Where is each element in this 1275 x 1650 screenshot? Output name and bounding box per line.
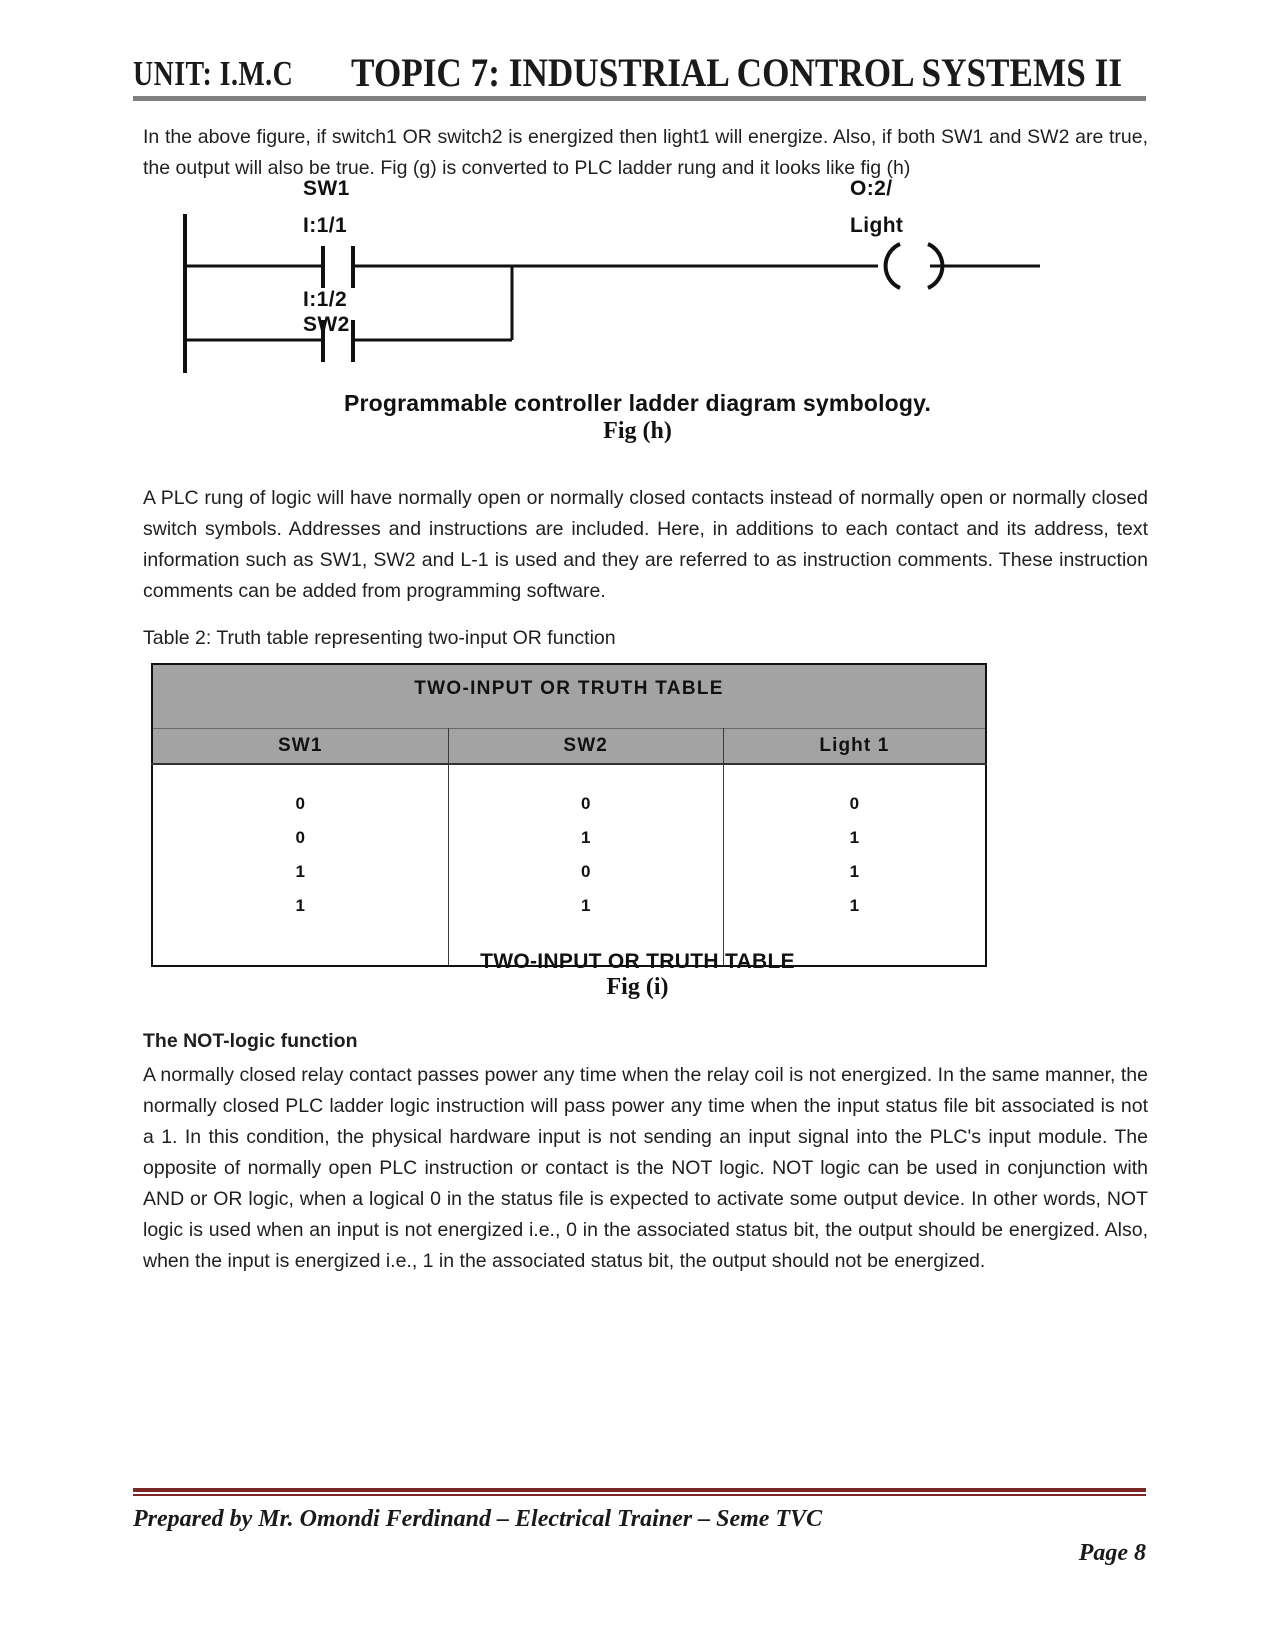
- ladder-label-output-address: O:2/: [850, 177, 893, 200]
- footer-rule-top: [133, 1488, 1146, 1492]
- ladder-label-sw1: SW1: [303, 177, 350, 200]
- cell-sw2: 0: [448, 787, 723, 821]
- cell-light1: 1: [723, 821, 986, 855]
- header-topic-title: TOPIC 7: INDUSTRIAL CONTROL SYSTEMS II: [351, 50, 1123, 95]
- cell-sw1: 0: [152, 787, 448, 821]
- intro-paragraph: In the above figure, if switch1 OR switch2 is energized then light1 will energize. Also, if both SW1 and SW2 are true, the output will also be true. Fig (g) is converted to PLC ladder rung and it looks like fig (h): [143, 126, 1148, 179]
- table-row: [152, 889, 986, 923]
- table-row: [152, 821, 986, 855]
- ladder-label-input2-address: I:1/2: [303, 288, 348, 311]
- truth-table-figure-caption: TWO-INPUT OR TRUTH TABLE: [480, 950, 795, 973]
- not-logic-paragraph: A normally closed relay contact passes power any time when the relay coil is not energized. In the same manner, the normally closed PLC ladder logic instruction will pass power any time when the input status file bit associated is not a 1. In this condition, the physical hardware input is not sending an input signal into the PLC's input module. The opposite of normally open PLC instruction or contact is the NOT logic. NOT logic can be used in conjunction with AND or OR logic, when a logical 0 in the status file is expected to activate some output device. In other words, NOT logic is used when an input is not energized i.e., 0 in the associated status bit, the output should be energized. Also, when the input is energized i.e., 1 in the associated status bit, the output should not be energized.: [143, 1064, 1148, 1272]
- ladder-diagram-svg: [160, 178, 1060, 378]
- cell-sw2: 1: [448, 821, 723, 855]
- ladder-figure-caption: Programmable controller ladder diagram symbology.: [343, 390, 932, 416]
- truth-table-title-row: [152, 664, 986, 729]
- header-unit-label: UNIT: I.M.C: [133, 54, 294, 93]
- cell-sw2: 1: [448, 889, 723, 923]
- not-logic-heading: The NOT-logic function: [143, 1030, 358, 1052]
- cell-sw1: 1: [152, 855, 448, 889]
- column-header-light1: Light 1: [723, 729, 986, 765]
- ladder-label-input1-address: I:1/1: [303, 214, 348, 237]
- cell-light1: 1: [723, 889, 986, 923]
- cell-light1: 1: [723, 855, 986, 889]
- spacer-cell: [448, 764, 723, 787]
- truth-table-figure-number: Fig (i): [606, 974, 669, 1000]
- footer-rule-bottom: [133, 1494, 1146, 1496]
- ladder-label-output-comment: Light: [850, 214, 904, 237]
- table-row: [152, 855, 986, 889]
- ladder-label-sw2: SW2: [303, 313, 350, 336]
- truth-table-header-row: [152, 729, 986, 765]
- column-header-sw1: SW1: [152, 729, 448, 765]
- cell-sw1: 0: [152, 821, 448, 855]
- ladder-diagram-figure: [160, 178, 1060, 378]
- table-caption: Table 2: Truth table representing two-input OR function: [143, 627, 616, 649]
- ladder-figure-number: Fig (h): [603, 418, 672, 444]
- page-header: [133, 33, 1146, 95]
- column-header-sw2: SW2: [448, 729, 723, 765]
- cell-light1: 0: [723, 787, 986, 821]
- table-row: [152, 787, 986, 821]
- spacer-cell: [152, 764, 448, 787]
- footer-page-number: Page 8: [1078, 1540, 1146, 1566]
- plc-rung-paragraph: A PLC rung of logic will have normally open or normally closed contacts instead of normally open or normally closed switch symbols. Addresses and instructions are included. Here, in additions to each contact and its address, text information such as SW1, SW2 and L-1 is used and they are referred to as instruction comments. These instruction comments can be added from programming software.: [143, 487, 1148, 602]
- cell-sw2: 0: [448, 855, 723, 889]
- truth-table: [151, 663, 987, 967]
- footer-prepared-by: Prepared by Mr. Omondi Ferdinand – Electrical Trainer – Seme TVC: [133, 1506, 823, 1532]
- spacer-cell: [723, 764, 986, 787]
- truth-table-spacer-top: [152, 764, 986, 787]
- header-rule: [133, 96, 1146, 101]
- truth-table-title: TWO-INPUT OR TRUTH TABLE: [152, 664, 986, 729]
- cell-sw1: 1: [152, 889, 448, 923]
